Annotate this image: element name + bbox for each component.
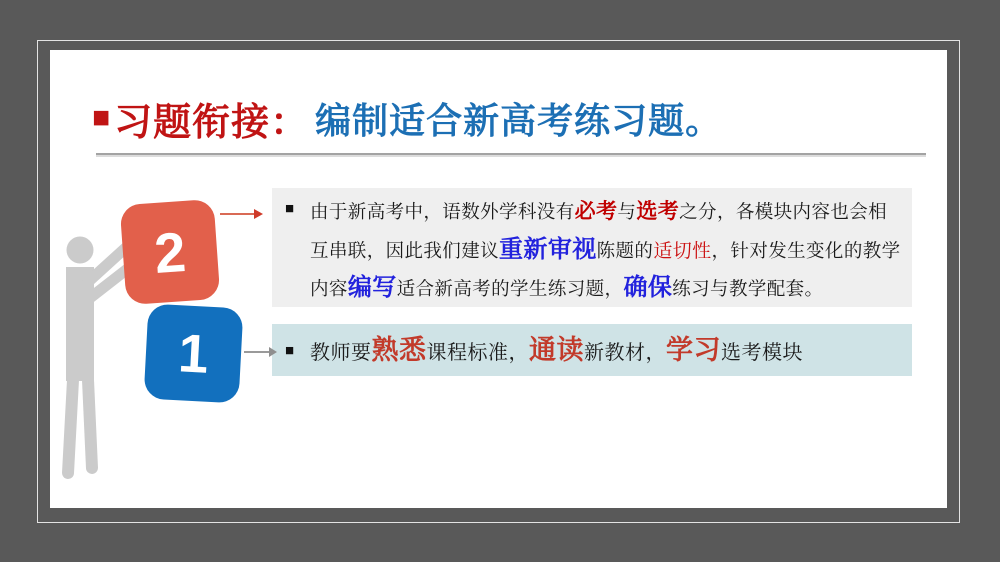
arrow-right-icon bbox=[244, 346, 278, 358]
title-divider bbox=[96, 153, 926, 157]
text-segment: 之分，各模块内容也会相 bbox=[679, 201, 888, 222]
text-segment: 适切性 bbox=[653, 241, 712, 262]
text-segment: 陈题的 bbox=[596, 240, 654, 261]
slide bbox=[50, 50, 947, 508]
arrow-line bbox=[244, 351, 269, 353]
step-number: 1 bbox=[176, 322, 211, 385]
text-segment: 通读 bbox=[529, 335, 584, 365]
text-segment: 选考模块 bbox=[721, 342, 803, 364]
text-segment: 教师要 bbox=[310, 342, 372, 364]
text-segment: 互串联，因此我们建议 bbox=[310, 240, 500, 261]
title-subtitle: 编制适合新高考练习题。 bbox=[315, 99, 723, 141]
arrow-head bbox=[269, 347, 277, 357]
bullet-icon: ■ bbox=[285, 200, 295, 217]
text-segment: 选考 bbox=[636, 200, 680, 223]
text-segment: 编写 bbox=[347, 274, 397, 301]
arrow-head bbox=[254, 209, 263, 219]
content-block-step2 bbox=[272, 188, 912, 307]
text-segment: 学习 bbox=[666, 335, 721, 365]
step-number: 2 bbox=[152, 219, 188, 285]
bullet-icon: ■ bbox=[285, 342, 295, 359]
text-segment: 由于新高考中，语数外学科没有 bbox=[310, 201, 575, 222]
text-segment: ，针对发生变化的教学 bbox=[711, 240, 901, 261]
content-block-step1 bbox=[272, 324, 912, 376]
text-line bbox=[310, 231, 902, 269]
step-box-2 bbox=[120, 199, 221, 305]
block-text bbox=[310, 193, 902, 307]
arrow-right-icon bbox=[220, 208, 264, 220]
text-segment: 重新审视 bbox=[499, 236, 597, 263]
text-line bbox=[310, 193, 902, 231]
title-bullet-icon: ■ bbox=[92, 101, 112, 134]
step-box-1 bbox=[144, 304, 244, 404]
text-segment: 熟悉 bbox=[371, 335, 427, 365]
text-segment: 课程标准， bbox=[426, 342, 529, 364]
block-text bbox=[310, 324, 912, 376]
text-segment: 内容 bbox=[310, 278, 348, 299]
title-heading: 习题衔接： bbox=[114, 101, 310, 144]
text-line bbox=[310, 269, 902, 307]
text-line bbox=[310, 324, 912, 376]
text-segment: 适合新高考的学生练习题， bbox=[396, 278, 624, 299]
slide-title bbox=[92, 92, 722, 144]
text-segment: 确保 bbox=[623, 274, 673, 301]
text-segment: 新教材， bbox=[584, 342, 666, 364]
text-segment: 练习与教学配套。 bbox=[672, 278, 824, 299]
text-segment: 与 bbox=[617, 201, 637, 222]
arrow-line bbox=[220, 213, 254, 215]
text-segment: 必考 bbox=[574, 200, 618, 223]
